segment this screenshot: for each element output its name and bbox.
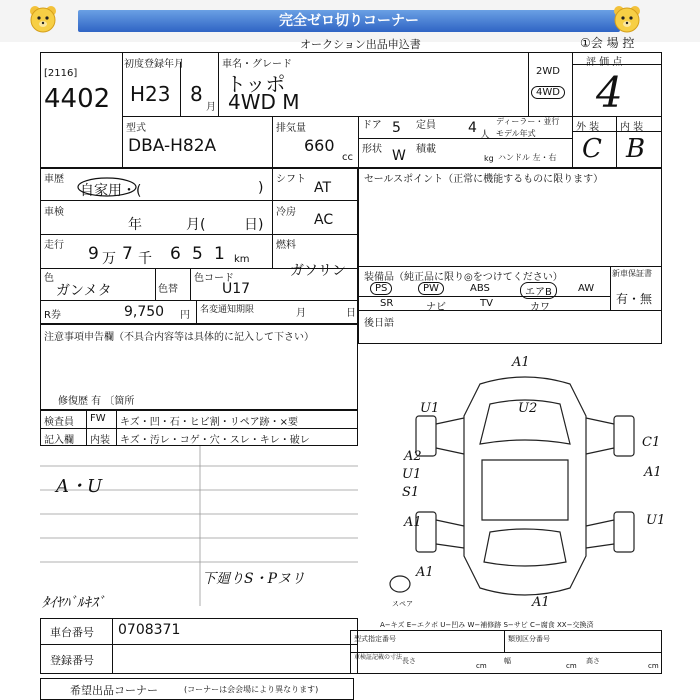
bear-mascot-icon [28, 4, 58, 34]
doors-value: 5 [392, 120, 401, 136]
form-title: オークション出品申込書 [300, 38, 421, 51]
shift-label: シフト [276, 174, 306, 185]
model-label: 型式 [126, 123, 146, 134]
first-reg-year: H23 [130, 82, 171, 106]
displacement-label: 排気量 [276, 123, 306, 134]
handwritten-note-au: A・U [56, 476, 103, 497]
inspector-label: 検査員 [44, 417, 74, 428]
type-number-label: 型式指定番号 [354, 635, 396, 643]
warranty-value: 有・無 [616, 292, 653, 306]
handle-label: ハンドル 左・右 [498, 153, 557, 162]
drive-2wd: 2WD [536, 66, 560, 77]
shape-label: 形状 [362, 144, 382, 155]
first-reg-label: 初度登録年月 [124, 59, 184, 70]
drive-4wd: 4WD [531, 86, 565, 99]
mileage-label: 走行 [44, 240, 64, 251]
warranty-label: 新車保証書 [612, 269, 652, 278]
capacity-unit: 人 [480, 130, 490, 141]
damage-mark: A1 [532, 595, 550, 610]
recycle-label: R券 [44, 310, 61, 321]
ac-value: AC [314, 212, 334, 228]
equip-aw: ABS [470, 283, 490, 294]
history-close: ) [258, 180, 264, 196]
grade-score-label: 評 価 点 [586, 57, 623, 68]
damage-mark: A1 [512, 355, 530, 370]
fw-label: FW [90, 413, 106, 424]
damage-mark: C1 [642, 435, 661, 450]
chassis-label: 車台番号 [50, 626, 94, 639]
inspection-label: 車検 [44, 207, 64, 218]
mileage-d3: 6 [170, 244, 181, 264]
name-change-label: 名変通知期限 [200, 305, 255, 315]
color-change-label: 色替 [158, 284, 178, 295]
length-label: 長さ [402, 657, 416, 665]
equip-tv: TV [480, 298, 493, 309]
fuel-label: 燃料 [276, 240, 296, 251]
lot-number: 4402 [44, 84, 111, 114]
name-change-day: 日 [346, 308, 356, 319]
ext-label: 外 装 [576, 122, 600, 133]
recycle-unit: 円 [180, 310, 190, 321]
int-damage-row: キズ・汚レ・コゲ・穴・スレ・キレ・破レ [120, 435, 310, 446]
equip-ps: PS [370, 282, 392, 295]
damage-legend: A−キズ E−エクボ U−凹み W−補修跡 S−サビ C−腐食 XX−交換済 [380, 621, 594, 629]
color-code-label: 色コード [194, 273, 234, 284]
dealer-label: ディーラー・並行 [496, 117, 560, 126]
shift-value: AT [314, 180, 332, 196]
car-damage-diagram [390, 355, 666, 610]
car-grade: 4WD M [228, 90, 300, 114]
damage-mark: U2 [518, 401, 538, 416]
memo-lines [40, 446, 358, 606]
month-unit: 月 [206, 102, 216, 113]
damage-mark: U1 [420, 401, 440, 416]
int-label: 内 装 [620, 122, 644, 133]
entry-label: 記入欄 [44, 435, 74, 446]
width-unit: cm [566, 662, 577, 670]
hope-corner-note: (コーナーは会会場により異なります) [184, 685, 319, 694]
equip-kawa: カワ [530, 302, 550, 313]
repair-history: 修復歴 有 〔箇所 [58, 396, 135, 407]
mileage-d2: 7 [122, 244, 133, 264]
name-change-month: 月 [296, 308, 306, 319]
mileage-u2: 千 [138, 251, 152, 267]
handwritten-note-underbody: 下廻りS・Pヌリ [202, 571, 306, 587]
mileage-unit: km [234, 254, 250, 265]
damage-mark: A2 [404, 449, 422, 464]
car-name: トッポ [226, 72, 286, 96]
bear-mascot-icon [612, 4, 642, 34]
height-unit: cm [648, 662, 659, 670]
color-label: 色 [44, 273, 54, 284]
capacity-label: 定員 [416, 120, 436, 131]
doors-label: ドア [362, 120, 382, 131]
size-note-label: 車検証記載の寸法 [354, 654, 403, 661]
reg-no-label: 登録番号 [50, 654, 94, 667]
damage-mark: A1 [644, 465, 662, 480]
notes-label: 注意事項申告欄（不具合内容等は具体的に記入して下さい） [44, 332, 314, 343]
cargo-label: 積載 [416, 144, 436, 155]
equipment-label: 装備品（純正品に限り◎をつけてください） [364, 272, 563, 283]
ext-damage-row: キズ・凹・石・ヒビ割・リペア跡・×要 [120, 417, 298, 428]
width-label: 幅 [504, 657, 511, 665]
equip-navi: ナビ [426, 302, 446, 313]
ext-score: C [582, 134, 602, 164]
int-score: B [626, 134, 646, 164]
inspection-month: 月( [186, 217, 206, 233]
cc-unit: cc [342, 152, 353, 163]
lot-small-code: [2116] [44, 68, 78, 79]
model-year-label: モデル年式 [496, 129, 536, 138]
fuel-value: ガソリン [290, 263, 346, 279]
capacity-value: 4 [468, 120, 477, 136]
first-reg-month: 8 [190, 82, 203, 106]
selling-label: セールスポイント（正常に機能するものに限ります） [364, 174, 604, 185]
shape-value: W [392, 148, 406, 164]
damage-mark: A1 [416, 565, 434, 580]
mileage-d4: 5 [192, 244, 203, 264]
damage-mark: A1 [404, 515, 422, 530]
banner-title: 完全ゼロ切りコーナー [78, 10, 620, 32]
history-label: 車歴 [44, 174, 64, 185]
displacement-value: 660 [304, 136, 335, 155]
grade-score: 4 [596, 68, 623, 117]
damage-mark: U1 [646, 513, 666, 528]
mileage-d5: 1 [214, 244, 225, 264]
interior-label: 内装 [90, 435, 110, 446]
length-unit: cm [476, 662, 487, 670]
inspection-day: 日) [244, 217, 264, 233]
equip-sr: SR [380, 298, 394, 309]
equip-pw: PW [418, 282, 444, 295]
color-value: ガンメタ [56, 283, 112, 299]
rear-label: 後日語 [364, 318, 394, 329]
recycle-value: 9,750 [124, 304, 165, 320]
venue-copy-label: ①会 場 控 [580, 36, 635, 50]
selling-equipment-block [358, 168, 662, 344]
damage-mark: S1 [402, 485, 420, 500]
ac-label: 冷房 [276, 207, 296, 218]
handwritten-note-tire: ﾀｲﾔﾊﾞﾙｷｽﾞ [42, 595, 105, 611]
equip-airbag: エアB [520, 282, 557, 299]
mileage-d1: 9 [88, 244, 99, 264]
damage-mark: U1 [402, 467, 422, 482]
mileage-u1: 万 [102, 251, 116, 267]
height-label: 高さ [586, 657, 600, 665]
color-code: U17 [222, 281, 251, 297]
inspection-year: 年 [128, 217, 142, 233]
model-value: DBA-H82A [128, 136, 217, 156]
chassis-number: 0708371 [118, 622, 181, 638]
cargo-unit: kg [484, 154, 494, 163]
history-value: 自家用・( [80, 183, 142, 199]
equip-aw2: AW [578, 283, 595, 294]
car-name-label: 車名・グレード [222, 59, 292, 70]
category-number-label: 類別区分番号 [508, 635, 550, 643]
hope-corner-label: 希望出品コーナー [70, 684, 158, 697]
circle-mark-icon [76, 176, 138, 198]
spare-label: スペア [392, 600, 413, 608]
